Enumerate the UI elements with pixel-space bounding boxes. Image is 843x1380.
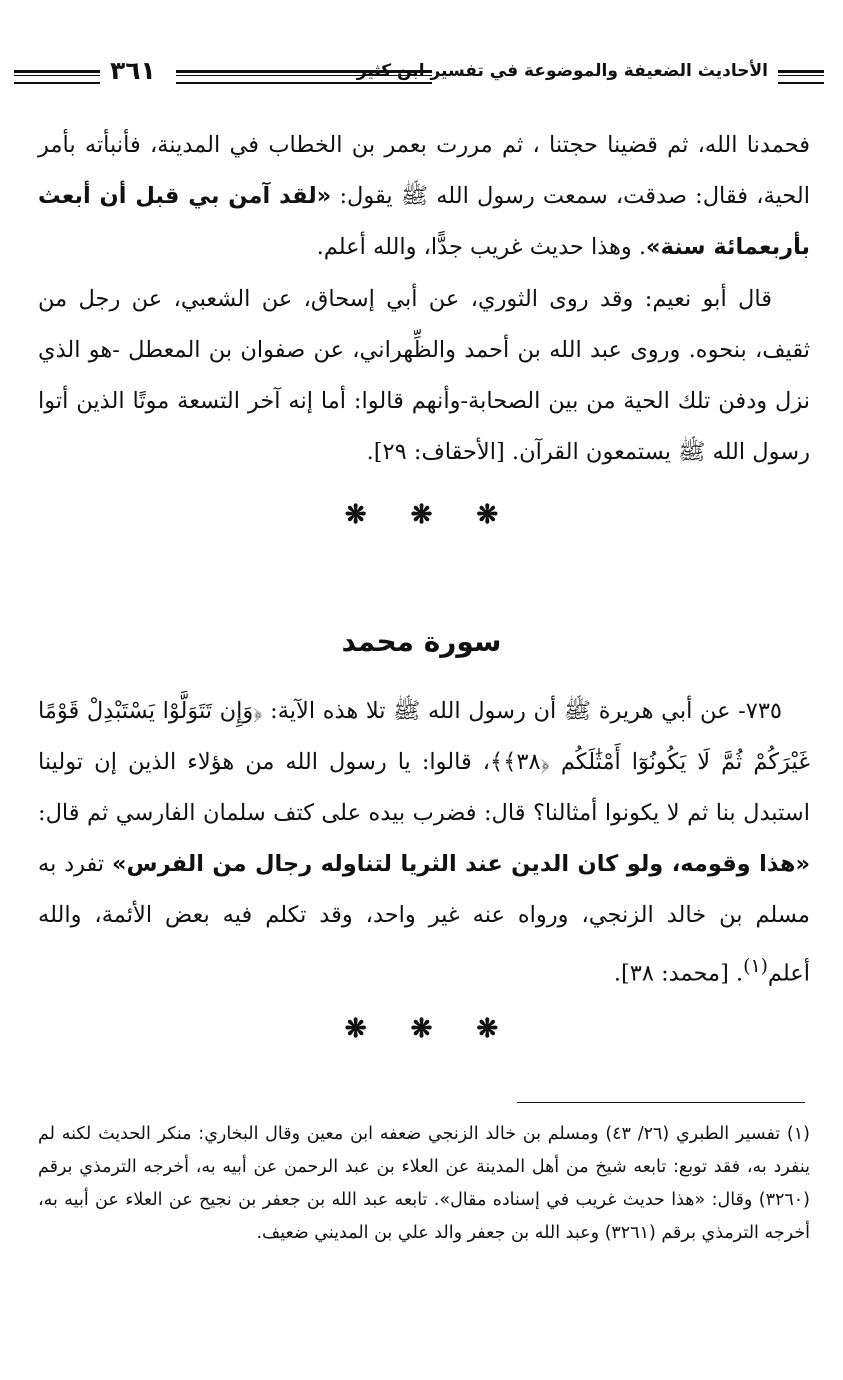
prophetic-quote: «هذا وقومه، ولو كان الدين عند الثريا لتناوله رجال من الفرس» (111, 851, 810, 877)
quran-verse: ﴿وَإِن تَتَوَلَّوْا يَسْتَبْدِلْ قَوْمًا غَيْرَكُمْ ثُمَّ لَا يَكُونُوٓا أَمْثَٰلَكُم ﴿٣٨﴾﴾ (38, 698, 810, 775)
header-rule-left (14, 70, 100, 84)
separator-asterisk: ❋ (344, 1014, 367, 1044)
paragraph-abu-nuaym (38, 274, 810, 478)
header-rule-right (778, 70, 824, 84)
section-separator (0, 500, 843, 530)
paragraph-text: فحمدنا الله، ثم قضينا حجتنا ، ثم مررت بعمر بن الخطاب في المدينة، فأنبأته بأمر الحية، فقال: صدقت، سمعت رسول الله ﷺ يقول: (38, 132, 810, 209)
section-separator (0, 1014, 843, 1044)
footnote-divider (517, 1102, 805, 1103)
hadith-text: ، قالوا: يا رسول الله من هؤلاء الذين إن تولينا استبدل بنا ثم لا يكونوا أمثالنا؟ قال: فضرب بيده على كتف سلمان الفارسي ثم قال: (38, 749, 810, 826)
running-title: الأحاديث الضعيفة والموضوعة في تفسير ابن كثير (356, 61, 768, 81)
separator-asterisk: ❋ (410, 500, 433, 530)
footnote (38, 1118, 810, 1250)
paragraph-text: قال أبو نعيم: وقد روى الثوري، عن أبي إسحاق، عن الشعبي، عن رجل من ثقيف، بنحوه. وروى عبد الله بن أحمد والظِّهراني، عن صفوان بن المعطل -هو الذي نزل ودفن تلك الحية من بين الصحابة-وأنهم قالوا: أما إنه آخر التسعة موتًا الذين أتوا رسول الله ﷺ يستمعون القرآن. [الأحقاف: ٢٩]. (38, 286, 810, 465)
page-number: ٣٦١ (110, 56, 156, 85)
separator-asterisk: ❋ (344, 500, 367, 530)
hadith-735 (38, 686, 810, 1000)
hadith-text: . [محمد: ٣٨]. (613, 960, 744, 987)
section-title: سورة محمد (341, 625, 502, 658)
separator-asterisk: ❋ (476, 500, 499, 530)
separator-asterisk: ❋ (476, 1014, 499, 1044)
separator-asterisk: ❋ (410, 1014, 433, 1044)
paragraph-hadith-continuation (38, 120, 810, 273)
hadith-text: تفرد به مسلم بن خالد الزنجي، ورواه عنه غير واحد، وقد تكلم فيه بعض الأئمة، والله أعلم (38, 851, 810, 987)
footnote-reference[interactable]: (١) (743, 956, 768, 977)
prophetic-quote: «لقد آمن بي قبل أن أبعث بأربعمائة سنة» (38, 183, 810, 260)
footnote-text: (١) تفسير الطبري (٢٦/ ٤٣) ومسلم بن خالد الزنجي ضعفه ابن معين وقال البخاري: منكر الحديث لكنه لم ينفرد به، فقد توبع: تابعه شيخ من أهل المدينة عن العلاء بن عبد الرحمن عن أبيه به، أخرجه الترمذي برقم (٣٢٦٠) وقال: «هذا حديث غريب في إسناده مقال». تابعه عبد الله بن جعفر بن نجيح عن العلاء عن أبيه به، أخرجه الترمذي برقم (٣٢٦١) وعبد الله بن جعفر والد علي بن المديني ضعيف. (38, 1124, 810, 1243)
header-rule-middle (176, 70, 432, 84)
hadith-text: ٧٣٥- عن أبي هريرة ﷺ أن رسول الله ﷺ تلا هذه الآية: (262, 698, 782, 724)
paragraph-text: . وهذا حديث غريب جدًّا، والله أعلم. (316, 234, 647, 260)
running-header (14, 58, 824, 90)
